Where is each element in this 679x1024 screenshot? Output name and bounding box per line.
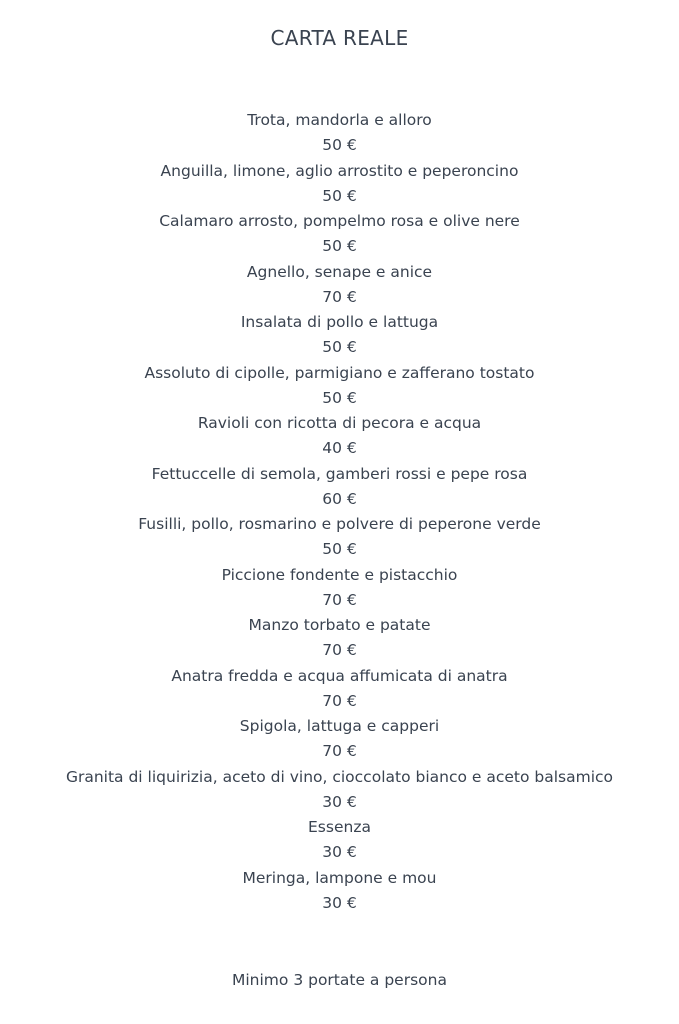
menu-item: [0, 563, 679, 614]
menu-item: [0, 664, 679, 715]
dish-price: 70 €: [322, 691, 357, 710]
dish-name: Anatra fredda e acqua affumicata di anatra: [171, 666, 508, 685]
dish-price: 70 €: [322, 287, 357, 306]
dish-name: Spigola, lattuga e capperi: [239, 717, 440, 735]
dish-name: Assoluto di cipolle, parmigiano e zafferano tostato: [144, 363, 535, 382]
dish-price: 30 €: [322, 792, 357, 811]
menu-item: [0, 159, 679, 210]
dish-name: Granita di liquirizia, aceto di vino, cioccolato bianco e aceto balsamico: [65, 767, 614, 786]
menu-item: [0, 613, 679, 664]
dish-name: Calamaro arrosto, pompelmo rosa e olive nere: [159, 212, 520, 230]
dish-price: 70 €: [322, 641, 357, 660]
menu-item: [0, 866, 679, 917]
dish-price: 50 €: [322, 186, 357, 205]
dish-name: Essenza: [308, 818, 371, 836]
dish-price: 30 €: [322, 893, 357, 912]
dish-name: Anguilla, limone, aglio arrostito e peperoncino: [160, 161, 519, 180]
menu-item: [0, 512, 679, 563]
minimum-courses-note: Minimo 3 portate a persona: [232, 971, 447, 989]
menu-item: [0, 310, 679, 361]
dish-price: 50 €: [322, 338, 357, 357]
dish-name: Insalata di pollo e lattuga: [240, 313, 439, 331]
dish-name: Manzo torbato e patate: [248, 616, 431, 634]
menu-item: [0, 260, 679, 311]
menu-item: [0, 815, 679, 866]
dish-name: Piccione fondente e pistacchio: [221, 565, 458, 584]
dish-name: Meringa, lampone e mou: [242, 868, 437, 887]
menu-list: [0, 108, 679, 916]
dish-price: 50 €: [322, 540, 357, 559]
dish-price: 60 €: [322, 489, 357, 508]
page-title: CARTA REALE: [270, 26, 409, 50]
menu-item: [0, 714, 679, 765]
menu-item: [0, 108, 679, 159]
dish-price: 30 €: [322, 843, 357, 862]
dish-name: Fusilli, pollo, rosmarino e polvere di peperone verde: [138, 515, 541, 533]
dish-price: 50 €: [322, 388, 357, 407]
dish-price: 50 €: [322, 237, 357, 256]
menu-item: [0, 361, 679, 412]
dish-name: Fettuccelle di semola, gamberi rossi e pepe rosa: [151, 464, 528, 483]
menu-item: [0, 209, 679, 260]
menu-item: [0, 411, 679, 462]
dish-name: Agnello, senape e anice: [246, 262, 433, 281]
dish-price: 50 €: [322, 136, 357, 155]
dish-price: 70 €: [322, 590, 357, 609]
menu-item: [0, 462, 679, 513]
dish-name: Trota, mandorla e alloro: [247, 111, 432, 129]
dish-price: 40 €: [322, 439, 357, 458]
menu-item: [0, 765, 679, 816]
dish-name: Ravioli con ricotta di pecora e acqua: [197, 414, 482, 432]
dish-price: 70 €: [322, 742, 357, 761]
